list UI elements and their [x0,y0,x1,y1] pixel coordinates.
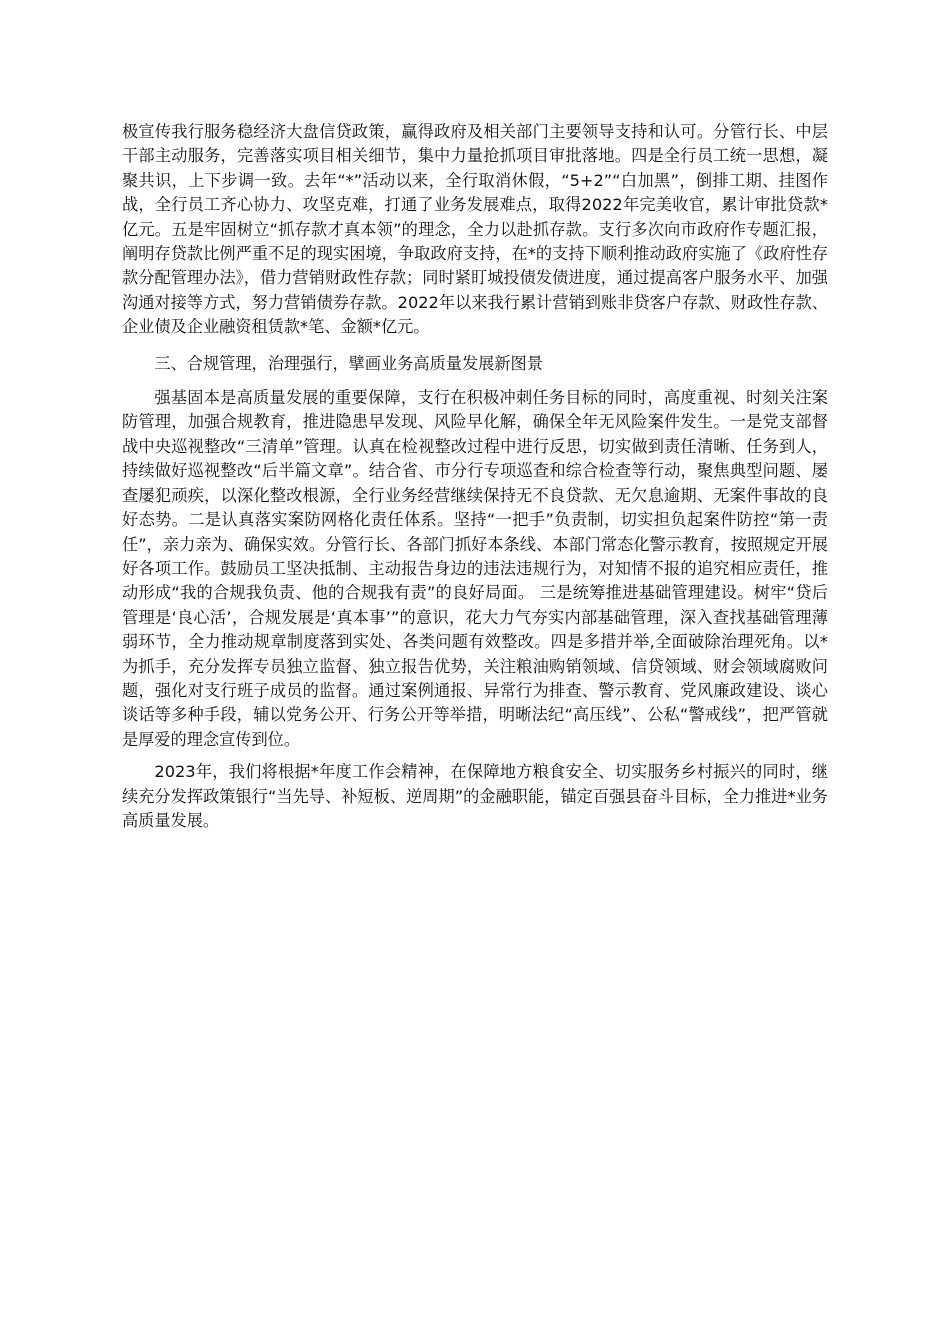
paragraph-continued: 极宣传我行服务稳经济大盘信贷政策，赢得政府及相关部门主要领导支持和认可。分管行长、中层干部主动服务，完善落实项目相关细节，集中力量抢抓项目审批落地。四是全行员工统一思想，凝聚共识，上下步调一致。去年“*”活动以来，全行取消休假，“5+2”“白加黑”，倒排工期、挂图作战，全行员工齐心协力、攻坚克难，打通了业务发展难点，取得2022年完美收官，累计审批贷款*亿元。五是牢固树立“抓存款才真本领”的理念，全力以赴抓存款。支行多次向市政府作专题汇报，阐明存贷款比例严重不足的现实困境，争取政府支持，在*的支持下顺利推动政府实施了《政府性存款分配管理办法》，借力营销财政性存款；同时紧盯城投债发债进度，通过提高客户服务水平、加强沟通对接等方式，努力营销债券存款。2022年以来我行累计营销到账非贷客户存款、财政性存款、企业债及企业融资租赁款*笔、金额*亿元。 [122,122,828,337]
document-page [122,120,828,833]
paragraph-compliance: 强基固本是高质量发展的重要保障，支行在积极冲刺任务目标的同时，高度重视、时刻关注案防管理，加强合规教育，推进隐患早发现、风险早化解，确保全年无风险案件发生。一是党支部督战中央巡视整改“三清单”管理。认真在检视整改过程中进行反思，切实做到责任清晰、任务到人，持续做好巡视整改“后半篇文章”。结合省、市分行专项巡查和综合检查等行动，聚焦典型问题、屡查屡犯顽疾，以深化整改根源，全行业务经营继续保持无不良贷款、无欠息逾期、无案件事故的良好态势。二是认真落实案防网格化责任体系。坚持“一把手”负责制，切实担负起案件防控“第一责任”，亲力亲为、确保实效。分管行长、各部门抓好本条线、本部门常态化警示教育，按照规定开展好各项工作。鼓励员工坚决抵制、主动报告身边的违法违规行为，对知情不报的追究相应责任，推动形成“我的合规我负责、他的合规我有责”的良好局面。 三是统筹推进基础管理建设。树牢“贷后管理是‘良心活’，合规发展是‘真本事’”的意识，花大力气夯实内部基础管理，深入查找基础管理薄弱环节，全力推动规章制度落到实处、各类问题有效整改。四是多措并举,全面破除治理死角。以*为抓手，充分发挥专员独立监督、独立报告优势，关注粮油购销领域、信贷领域、财会领域腐败问题，强化对支行班子成员的监督。通过案例通报、异常行为排查、警示教育、党风廉政建设、谈心谈话等多种手段，辅以党务公开、行务公开等举措，明晰法纪“高压线”、公私“警戒线”，把严管就是厚爱的理念宣传到位。 [122,388,828,749]
paragraph-closing: 2023年，我们将根据*年度工作会精神，在保障地方粮食安全、切实服务乡村振兴的同时，继续充分发挥政策银行“当先导、补短板、逆周期”的金融职能，锚定百强县奋斗目标，全力推进*业务高质量发展。 [122,762,828,830]
section-heading: 三、合规管理，治理强行，擘画业务高质量发展新图景 [154,353,543,373]
